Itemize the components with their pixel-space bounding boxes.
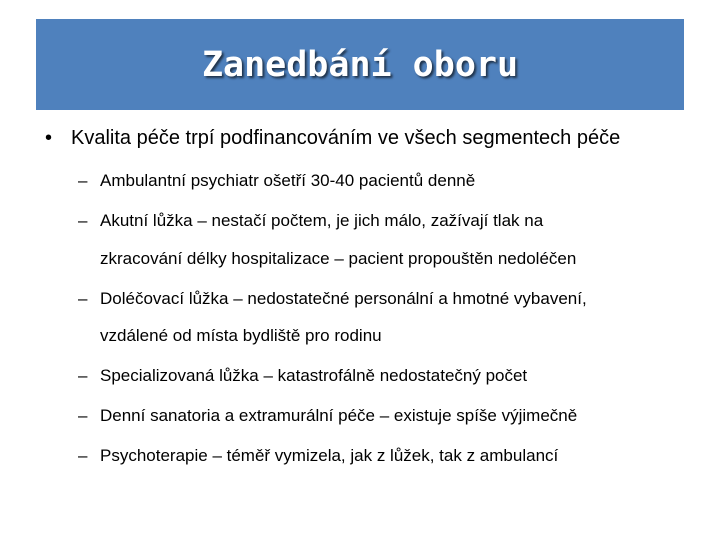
sub-item-text: Ambulantní psychiatr ošetří 30-40 pacientů denně xyxy=(100,171,476,190)
slide-title: Zanedbání oboru xyxy=(201,44,519,85)
sub-item-text: Akutní lůžka – nestačí počtem, je jich málo, zažívají tlak na xyxy=(100,211,544,230)
sub-item-text: Psychoterapie – téměř vymizela, jak z lůžek, tak z ambulancí xyxy=(100,446,559,465)
main-bullet-text: Kvalita péče trpí podfinancováním ve všech segmentech péče xyxy=(71,127,621,149)
bullet-marker: • xyxy=(45,127,53,149)
sub-item-acute-beds-continued: zkracování délky hospitalizace – pacient propouštěn nedoléčen xyxy=(100,249,577,268)
sub-item-aftercare-beds-continued: vzdálené od místa bydliště pro rodinu xyxy=(100,326,382,345)
dash-marker: – xyxy=(78,211,88,230)
dash-marker: – xyxy=(78,289,88,308)
sub-item-text: Specializovaná lůžka – katastrofálně nedostatečný počet xyxy=(100,366,528,385)
sub-item-text: Denní sanatoria a extramurální péče – existuje spíše výjimečně xyxy=(100,406,578,425)
sub-item-text: Doléčovací lůžka – nedostatečné personální a hmotné vybavení, xyxy=(100,289,587,308)
dash-marker: – xyxy=(78,171,88,190)
dash-marker: – xyxy=(78,366,88,385)
dash-marker: – xyxy=(78,406,88,425)
dash-marker: – xyxy=(78,446,88,465)
